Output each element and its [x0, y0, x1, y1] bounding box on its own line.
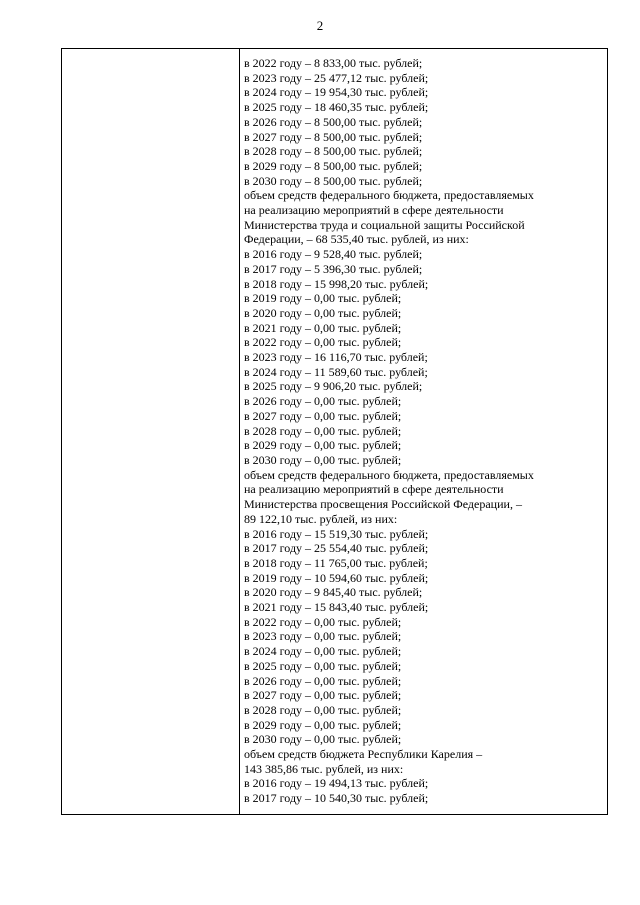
funding-text-line: в 2025 году – 18 460,35 тыс. рублей; — [244, 100, 429, 115]
funding-table — [61, 48, 608, 815]
funding-text-line: в 2029 году – 0,00 тыс. рублей; — [244, 717, 402, 732]
funding-text-line: в 2022 году – 8 833,00 тыс. рублей; — [244, 56, 423, 70]
funding-text-line: 143 385,86 тыс. рублей, из них: — [244, 761, 404, 776]
funding-text-line: в 2025 году – 0,00 тыс. рублей; — [244, 658, 402, 673]
funding-text-line: в 2019 году – 10 594,60 тыс. рублей; — [244, 570, 429, 585]
funding-text-line: в 2024 году – 0,00 тыс. рублей; — [244, 644, 402, 659]
funding-text-line: в 2027 году – 8 500,00 тыс. рублей; — [244, 129, 423, 144]
page-number: 2 — [316, 18, 324, 33]
funding-text-line: в 2023 году – 25 477,12 тыс. рублей; — [244, 70, 429, 85]
funding-text-line: в 2018 году – 15 998,20 тыс. рублей; — [244, 276, 429, 291]
funding-text-line: в 2026 году – 8 500,00 тыс. рублей; — [244, 114, 423, 129]
funding-text-line: объем средств федерального бюджета, предоставляемых — [244, 467, 534, 482]
funding-text-line: в 2025 году – 9 906,20 тыс. рублей; — [244, 379, 423, 394]
funding-text-line: в 2020 году – 9 845,40 тыс. рублей; — [244, 585, 423, 600]
funding-text-line: в 2028 году – 0,00 тыс. рублей; — [244, 702, 402, 717]
funding-text-line: в 2022 году – 0,00 тыс. рублей; — [244, 335, 402, 350]
funding-text-line: в 2021 году – 0,00 тыс. рублей; — [244, 320, 402, 335]
funding-text-line: в 2026 году – 0,00 тыс. рублей; — [244, 394, 402, 409]
funding-text-line: Министерства просвещения Российской Федерации, – — [244, 497, 522, 512]
funding-text-line: в 2019 году – 0,00 тыс. рублей; — [244, 291, 402, 306]
funding-text-line: в 2016 году – 9 528,40 тыс. рублей; — [244, 247, 423, 262]
funding-text-line: в 2017 году – 10 540,30 тыс. рублей; — [244, 791, 429, 806]
funding-text-line: в 2023 году – 0,00 тыс. рублей; — [244, 629, 402, 644]
funding-text-line: в 2029 году – 8 500,00 тыс. рублей; — [244, 158, 423, 173]
funding-text-line: в 2026 году – 0,00 тыс. рублей; — [244, 673, 402, 688]
funding-text-line: в 2018 году – 11 765,00 тыс. рублей; — [244, 555, 428, 570]
funding-text-line: в 2030 году – 0,00 тыс. рублей; — [244, 452, 402, 467]
funding-text-line: Министерства труда и социальной защиты Российской — [244, 217, 525, 232]
funding-text-line: в 2024 году – 19 954,30 тыс. рублей; — [244, 85, 429, 100]
funding-text-line: в 2023 году – 16 116,70 тыс. рублей; — [244, 350, 428, 365]
funding-text-line: объем средств бюджета Республики Карелия – — [244, 747, 483, 762]
funding-text-line: в 2030 году – 8 500,00 тыс. рублей; — [244, 173, 423, 188]
funding-text-line: в 2017 году – 25 554,40 тыс. рублей; — [244, 541, 429, 556]
funding-text-line: в 2024 году – 11 589,60 тыс. рублей; — [244, 364, 428, 379]
funding-text-line: в 2028 году – 8 500,00 тыс. рублей; — [244, 144, 423, 159]
funding-text-line: объем средств федерального бюджета, предоставляемых — [244, 188, 534, 203]
funding-text-line: в 2030 году – 0,00 тыс. рублей; — [244, 732, 402, 747]
funding-text-line: в 2022 году – 0,00 тыс. рублей; — [244, 614, 402, 629]
funding-text-line: на реализацию мероприятий в сфере деятельности — [244, 482, 504, 497]
funding-text-line: в 2027 году – 0,00 тыс. рублей; — [244, 688, 402, 703]
funding-text-line: в 2029 году – 0,00 тыс. рублей; — [244, 438, 402, 453]
funding-text-line: на реализацию мероприятий в сфере деятельности — [244, 203, 504, 218]
funding-text-line: в 2017 году – 5 396,30 тыс. рублей; — [244, 261, 423, 276]
funding-text-line: в 2027 году – 0,00 тыс. рублей; — [244, 408, 402, 423]
funding-text-cell — [244, 56, 603, 806]
funding-text-line: в 2028 году – 0,00 тыс. рублей; — [244, 423, 402, 438]
funding-text-line: Федерации, – 68 535,40 тыс. рублей, из них: — [244, 232, 469, 247]
funding-text-line: в 2021 году – 15 843,40 тыс. рублей; — [244, 600, 429, 615]
funding-text-line: 89 122,10 тыс. рублей, из них: — [244, 511, 398, 526]
funding-text-line: в 2016 году – 19 494,13 тыс. рублей; — [244, 776, 429, 791]
funding-text-line: в 2016 году – 15 519,30 тыс. рублей; — [244, 526, 429, 541]
column-divider — [239, 49, 240, 814]
funding-text-line: в 2020 году – 0,00 тыс. рублей; — [244, 305, 402, 320]
